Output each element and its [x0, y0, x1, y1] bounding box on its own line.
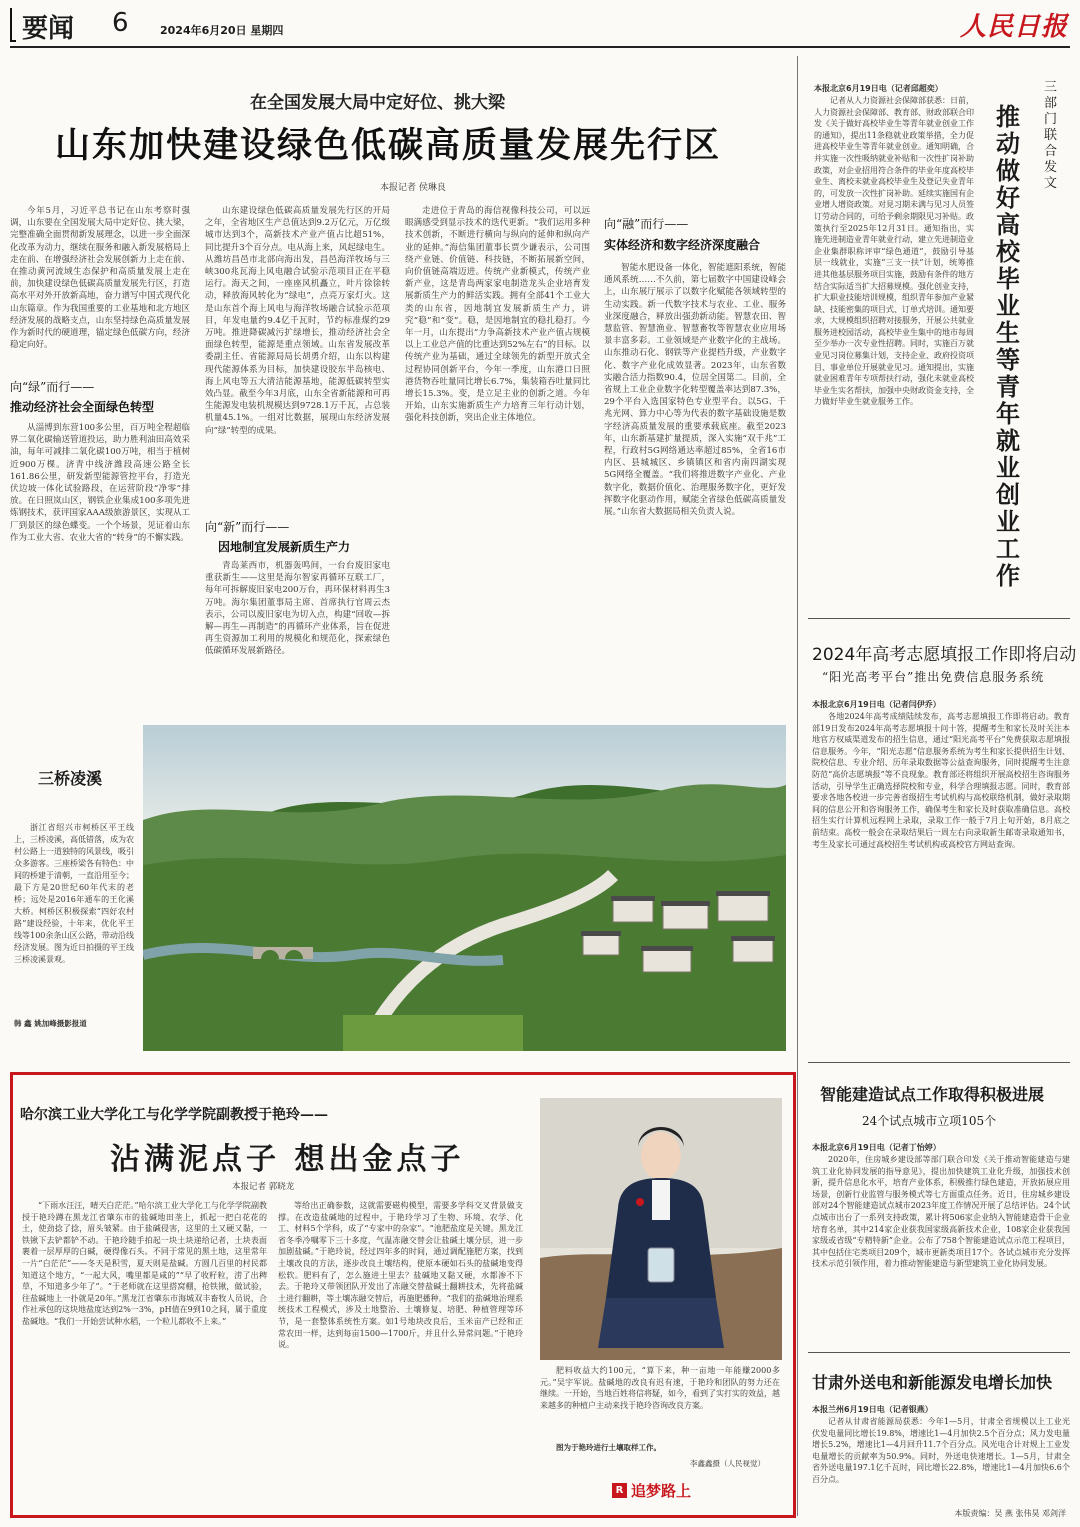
- right1-side-label: 三部门联合发文: [1044, 80, 1058, 191]
- right4-dateline: 本报兰州6月19日电（记者银燕）: [812, 1405, 933, 1414]
- feature-column-tag: [612, 1480, 691, 1501]
- section-bracket: [10, 8, 16, 42]
- portrait-photo: [540, 1098, 782, 1360]
- stone-bridge: [253, 947, 313, 959]
- right4-headline: 甘肃外送电和新能源发电增长加快: [812, 1373, 1053, 1392]
- page-number: 6: [112, 8, 129, 38]
- right3-body-text: 2020年，住房城乡建设部等部门联合印发《关于推动智能建造与建筑工业化协同发展的指导意见》，提出加快建筑工业化升级，加强技术创新，提升信息化水平，培育产业体系，积极推行绿色建造，开放拓展应用场景，创新行业监管与服务模式等七方面重点任务。近日，住房城乡建设部对24个智能建造试点城市2023年度工作情况开展了总结评估。24个试点城市出台了一系列支持政策，累计将506家企业纳入智能建造骨干企业培育名单，其中214家企业获我国家级高新技术企业，108家企业获我国家级或省级“专精特新”企业。公布了758个智能建造试点示范工程项目，其中包括住宅类项目209个，城市更新类项目17个。各试点城市充分发挥技术示范引领作用，着力推动智能建造与新型建筑工业化协同发展。: [812, 1155, 1070, 1269]
- lead-col-3: [405, 205, 590, 704]
- column-tag-label: 追梦路上: [631, 1482, 692, 1500]
- photo-caption-text: 浙江省绍兴市柯桥区平王线上，三桥凌溪，高低错落，成为农村公路上一道独特的风景线，吸引众多游客。三座桥梁各有特色：中间的桥建于清朝，一直沿用至今；最下方是20世纪60年代末的老桥；远处是2016年通车的王化溪大桥。柯桥区积极探索“四好农村路”建设经验，十年来，优化平王线等100余条山区公路，带动沿线经济发展。图为近日拍摄的平王线三桥凌溪景观。: [14, 823, 134, 964]
- fields: [343, 1015, 523, 1051]
- feature-kicker: 哈尔滨工业大学化工与化学学院副教授于艳玲——: [20, 1107, 328, 1123]
- feature-col-3: [540, 1365, 780, 1437]
- feature-col-3-text: 肥料收益大约100元，“算下来，种一亩地一年能赚2000多元。”吴宇军说。盐碱地的改良有迟有速，于艳玲和团队的努力还在继续。一开始，当地百姓将信将疑，如今，看到了实打实的效益，越来越多的种植户主动来找于艳玲咨询改良方案。: [540, 1366, 780, 1410]
- feature-headline: 沾满泥点子 想出金点子: [110, 1142, 465, 1177]
- feature-photo-credit: 李鑫鑫摄（人民视觉）: [690, 1459, 765, 1468]
- lead-sub2-title: 因地制宜发展新质生产力: [218, 540, 351, 554]
- section-name: 要闻: [22, 14, 75, 44]
- feature-byline: 本报记者 郭晓龙: [232, 1182, 295, 1192]
- right1-body: [814, 95, 974, 605]
- right3-body: [812, 1154, 1070, 1336]
- feature-col-2-text: 等给出正确参数，这就需要磁构模型，需要多学科交叉背景做支撑。在改造盐碱地的过程中，于艳玲学习了生物、环境、农学、化工、材料5个学科，成了“专家中的杂家”。“池肥盐度是关键。黑龙江省冬季冷嘱零下三十多度，气温冻融交替会让盐碱土壤分层，进一步加剧盐碱。”于艳玲说，经过四年多的时间，通过调配施肥方案，找到土壤改良的方法，逐步改良土壤结构，使原本硬如石头的盐碱地变得松软。肥料有了，怎么施进土里去？盐碱地又黏又硬，水都渗不下去。于艳玲又带领团队开发出了冻融交替盐碱土翻耕技术，先将盐碱土进行翻耕，等土壤冻融交替后，再施肥播种。“我们的盐碱地治理系统技术工程模式，涉及土地整治、土壤修复、培肥、种植管理等环节，是一套整体系统性方案。如1号地块改良后，玉米亩产已经和正常农田一样，达到每亩1500—1700斤，并且什么异常问题。”于艳玲说。: [278, 1201, 523, 1350]
- lead-kicker: 在全国发展大局中定好位、挑大梁: [250, 93, 505, 113]
- lead-col-2: [205, 205, 390, 510]
- lead-byline: 本报记者 侯琳良: [380, 183, 446, 193]
- right2-subheadline: “阳光高考平台”推出免费信息服务系统: [822, 670, 1045, 684]
- date-line: 2024年6月20日 星期四: [160, 24, 284, 37]
- right2-body-text: 各地2024年高考成绩陆续发布，高考志愿填报工作即将启动。教育部19日发布2024年高考志愿填报十问十答，提醒考生和家长及时关注本地官方权威渠道发布的招生信息，通过“阳光高考平台”免费获取志愿填报信息服务。今年，“阳光志愿”信息服务系统为考生和家长提供招生计划、院校信息、专业介绍、历年录取数据等公益查询服务，同时提醒考生注意防范“高价志愿填报”等不良现象。教育部还将组织开展高校招生咨询服务活动，引导学生正确选择院校和专业，科学合理填报志愿。同时，教育部要求各地各校进一步完善省级招生考试机构与高校联络机制，做好录取期间的信息公开和咨询服务工作，确保考生和家长及时获取准确信息。高校招生实行计算机远程网上录取，录取工作一般于7月上旬开始，8月底之前结束。高校一般会在录取结果后一周左右向录取新生邮寄录取通知书，考生及家长可通过高校招生考试机构或高校官方网站查询。: [812, 712, 1070, 849]
- photo-title: 三桥凌溪: [38, 769, 103, 788]
- column-divider: [797, 56, 798, 1516]
- feature-photo-caption: 图为于艳玲进行土壤取样工作。: [556, 1443, 661, 1452]
- lead-col-2b: [205, 560, 390, 704]
- lead-col-1b: [10, 422, 190, 704]
- feature-col-1: [22, 1200, 267, 1510]
- right4-body-text: 记者从甘肃省能源局获悉：今年1—5月，甘肃全省规模以上工业光伏发电量同比增长19.8%，增速比1—4月加快2.5个百分点；风力发电量增长5.2%，增速比1—4月回升11.7个百分点。风光电合计对规上工业发电量增长的贡献率为50.9%。同时，外送电快速增长。1—5月，甘肃全省外送电量197.1亿千瓦时，同比增长22.8%，增速比1—4月加快6.6个百分点。: [812, 1417, 1070, 1484]
- masthead-rule: [10, 46, 1070, 48]
- lead-col-2-text: 山东建设绿色低碳高质量发展先行区的开局之年，全省地区生产总值达到9.2万亿元，万亿级城市达到3个，高新技术产业产值占比超51%，同比提升3个百分点。电从海上来，风起绿电生。从潍坊昌邑市北部向海出发，昌邑海洋牧场与三峡300兆瓦海上风电融合试验示范项目正在平稳运行。海天之间，一座座风机矗立，叶片徐徐转动，释放海风转化为“绿电”，点亮万家灯火。这是山东首个海上风电与海洋牧场融合试验示范项目，年发电量约9.4亿千瓦时，节约标准煤约29万吨。推进降碳减污扩绿增长，推动经济社会全面绿色转型，能源是重点领域。山东省发展改革委副主任、省能源局局长胡勇介绍，山东以构建现代能源体系为目标，加快建设胶东半岛核电、海上风电等五大清洁能源基地，能源低碳转型实效凸显。截至今年3月底，山东全省新能源和可再生能源发电装机规模达到9728.1万千瓦，占总装机量45.1%。一组对比数据，展现山东经济发展向“绿”转型的成果。: [205, 206, 390, 436]
- right4-body: [812, 1416, 1070, 1498]
- lead-col-4: [604, 262, 786, 704]
- feature-col-2: [278, 1200, 523, 1510]
- lead-sub1-kicker: 向“绿”而行——: [10, 380, 95, 394]
- divider-right-2: [808, 1062, 1070, 1063]
- lead-sub3-kicker: 向“融”而行——: [604, 217, 689, 231]
- page-editors: 本版责编：吴 燕 张伟昊 邓剑洋: [954, 1509, 1066, 1518]
- right2-headline: 2024年高考志愿填报工作即将启动: [812, 645, 1077, 665]
- divider-right-1: [808, 618, 1070, 619]
- lead-col-3-text: 走进位于青岛的海信视像科技公司，可以远眼满感受到显示技术的迭代更新。“我们运用多种技术创新，不断进行横向与纵向的延伸和纵向产业的延伸。”海信集团董事长贾少谦表示，公司围绕产业链、价值链、科技链，不断拓展新空间，向价值链高端迈进。传统产业新模式，传统产业新产业，这是青岛两家家电制造龙头企业培育发展新质生产力的鲜活实践。拥有全部41个工业大类的山东省，因地制宜发展新质生产力，讲究“稳”和“变”。稳，是因地制宜的稳扎稳打。今年一月，山东提出“力争高新技术产业产值占规模以上工业总产值的比重达到52%左右”的目标。以传统产业为基础，通过全球领先的新型开放式全过程协同创新平台，今年一季度，山东港口日照港货物吞吐量同比增长6.7%，集装箱吞吐量同比增长15.3%。变，是立足主业的创新之道。今年开始，山东实施新质生产力培育三年行动计划，强化科技创新，突出企业主体地位。: [405, 206, 590, 424]
- right3-dateline: 本报北京6月19日电（记者丁怡婷）: [812, 1143, 941, 1152]
- right2-body: [812, 711, 1070, 1041]
- masthead: [0, 0, 1080, 50]
- photo-credit: 韩 鑫 姚加峰摄影报道: [14, 1019, 87, 1028]
- lead-headline: 山东加快建设绿色低碳高质量发展先行区: [55, 126, 722, 166]
- lead-col-4-text: 智能水肥设备一体化，智能遮阳系统，智能通风系统……不久前，第七届数字中国建设峰会上，山东展厅展示了以数字化赋能各领域转型的生动实践。新一代数字技术与农业、工业、服务业深度融合，释放出强劲新动能。智慧农田、智慧监管、智慧渔业、智慧畜牧等智慧农业应用场景丰富多彩。工业领域是产业数字化的主战场。山东推动石化、钢铁等产业提档升级，产业数字化、数字产业化成效显著。2023年，山东省数实融合活力指数90.4，位居全国第二。目前，全省规上工业企业数字化转型覆盖率达到87.3%，29个平台入选国家特色专业型平台。以5G、千兆光网、算力中心等为代表的数字基础设施是数字经济高质量发展的重要承载底座。截至2023年，山东新基建扩量提质，深入实施“双千兆”工程，行政村5G网络通达率超过85%，全省16市内区、县城城区、乡镇镇区和省内南四湖实现5G网络全覆盖。“我们将推进数字产业化、产业数字化，数据价值化、治理服务数字化，更好发挥数字化驱动作用，赋能全省绿色低碳高质量发展。”山东省大数据局相关负责人说。: [604, 263, 786, 518]
- right1-vertical-title: 推动做好高校毕业生等青年就业创业工作: [996, 103, 1020, 590]
- lead-sub2-kicker: 向“新”而行——: [205, 520, 290, 534]
- right2-dateline: 本报北京6月19日电（记者闫伊乔）: [812, 700, 941, 709]
- landscape-photo: [143, 725, 786, 1051]
- right3-subheadline: 24个试点城市立项105个: [862, 1114, 997, 1128]
- lead-col-1b-text: 从淄博到东营100多公里，百万吨全程超临界二氧化碳输送管道投运，助力胜利油田高效采油，每年可减排二氧化碳100万吨，相当于植树近900万棵。济青中线济潍段高速公路全长161.86公里，研发新型能源管控平台，打造光伏边坡一体化试验路段，在运营阶段“净零”排放。在日照岚山区，钢铁企业集成100多项先进炼钢技术，获评国家AAA级旅游景区，实现从工厂到景区的绿色蝶变。一个个场景，见证着山东作为工业大省、农业大省的“转身”的不懈实践。: [10, 423, 190, 543]
- column-tag-icon: R: [612, 1483, 627, 1498]
- right3-headline: 智能建造试点工作取得积极进展: [820, 1085, 1045, 1104]
- lead-sub1-title: 推动经济社会全面绿色转型: [10, 400, 155, 414]
- photo-caption-block: [14, 822, 134, 1030]
- lead-col-1-text: 今年5月，习近平总书记在山东考察时强调，山东要在全国发展大局中定好位、挑大梁，完整准确全面贯彻新发展理念，以进一步全面深化改革为动力，继续在服务和融入新发展格局上走在前、在增强经济社会发展创新力上走在前、在推动黄河流域生态保护和高质量发展上走在前，加快建设绿色低碳高质量发展先行区，打造高水平对外开放新高地，奋力谱写中国式现代化山东篇章。作为我国重要的工业基地和北方地区经济发展的战略支点，山东坚持绿色高质量发展作为新时代的硬道理，锚定绿色低碳方向，经济稳定向好。: [10, 206, 190, 351]
- newspaper-logo: 人民日报: [959, 12, 1068, 42]
- lead-col-2b-text: 青岛莱西市，机器轰鸣间，一台台废旧家电重获新生——这里是海尔智家再循环互联工厂，每年可拆解废旧家电200万台，再环保材料再生3万吨。海尔集团董事局主席、首席执行官周云杰表示，公司以废旧家电为切入点，构建“回收—拆解—再生—再制造”的再循环产业体系，旨在促进再生资源加工利用的规模化和规范化，探索绿色低碳循环发展新路径。: [205, 561, 390, 657]
- lead-col-1: [10, 205, 190, 370]
- lead-sub3-title: 实体经济和数字经济深度融合: [604, 238, 761, 252]
- right1-body-text: 记者从人力资源社会保障部获悉：日前，人力资源社会保障部、教育部、财政部联合印发《关于做好高校毕业生等青年就业创业工作的通知》，提出11条稳就业政策举措，全力促进高校毕业生等青年就业创业。通知明确，合并实施一次性吸纳就业补贴和一次性扩岗补助政策，对企业招用符合条件的毕业年度高校毕业生、离校未就业高校毕业生及登记失业青年的，可发放一次性扩岗补助。延续实施国有企业增人增资政策。对見习期未满与见习人员签订劳动合同的，可给予剩余期限见习补贴。政策执行至2025年12月31日。通知指出，实施先进制造业青年就业行动，建立先进制造业企业集群职称评审“绿色通道”，鼓励引导基层一线就业，实施“三支一扶”计划，统筹推进其他基层服务项目实施，鼓励有条件的地方结合实际适当扩大招募规模。强化创业支持，扩大职业技能培训规模，组织青年参加产业紧缺、技能密集的项目式、订单式培训。通知要求，大规模组织招聘对接服务，开展公共就业服务进校园活动，高校毕业生集中的地市每周至少举办一次专业性招聘。同时，实施百万就业见习岗位募集计划，支持企业、政府投资项目、事业单位开展就业见习。通知提出，实施就业困难青年专项帮扶行动，强化未就业高校毕业生实名帮扶，加强中央财政资金支持，全力做好毕业生就业服务工作。: [814, 96, 974, 407]
- divider-right-3: [808, 1352, 1070, 1353]
- right1-dateline: 本报北京6月19日电（记者邱超奕）: [814, 84, 943, 93]
- feature-col-1-text: “下雨水汪汪，晴天白茫茫。”哈尔滨工业大学化工与化学学院副教授于艳玲蹲在黑龙江省肇东市的盐碱地田垄上，抓起一把白花花的土，使劲捻了捻，眉头皱紧。由于盐碱侵害，这里的土又硬又黏，一铁锹下去铲都铲不动。于艳玲随手拍起一块土块递给记者，土块表面裹着一层厚厚的白碱，硬得像石头。不同于常见的黑土地，这里常年一片“白茫茫”——冬天是积雪，夏天则是盐碱。方圆几百里的村民都知道这个地方，“一起大风，嘴里都是咸的”“早了收籽粒，涝了出稗草，不知道多少年了”。“于老师就在这里搭窝棚，抢铁锹，做试验，往盐碱地上一扑就是20年。”黑龙江省肇东市海城双丰畜牧人员说，合作社承包的这块地盐度达到2%一3%，pH值在9到10之间，属于重度盐碱地。“我们一开始尝试种水稻，一个粒儿都收不上来。”: [22, 1201, 267, 1326]
